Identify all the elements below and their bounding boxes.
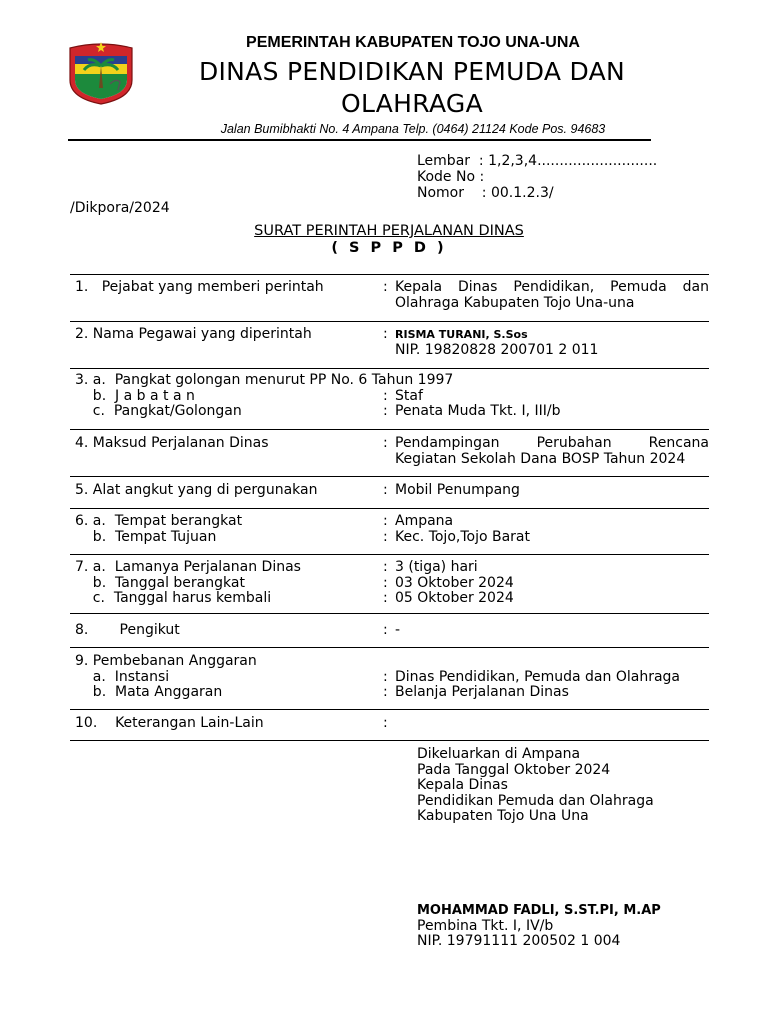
- row-label: c. Pangkat/Golongan: [75, 403, 242, 420]
- issued-at: Dikeluarkan di Ampana: [417, 746, 581, 762]
- row-label: 5. Alat angkut yang di pergunakan: [75, 482, 318, 498]
- signer-block: [417, 903, 661, 950]
- row-value: Penata Muda Tkt. I, III/b: [395, 403, 561, 420]
- row-label: 1. Pejabat yang memberi perintah: [75, 279, 324, 295]
- signer-name: MOHAMMAD FADLI, S.ST.PI, M.AP: [417, 903, 661, 918]
- row-label: 9. Pembebanan Anggaran: [75, 653, 257, 669]
- row-label: b. Tanggal berangkat: [75, 574, 245, 591]
- nomor-suffix: /Dikpora/2024: [70, 200, 170, 216]
- signer-position: Kabupaten Tojo Una Una: [417, 808, 589, 825]
- department-line-1: DINAS PENDIDIKAN PEMUDA DAN: [198, 57, 626, 86]
- table-line: [70, 476, 709, 477]
- row-value: 3 (tiga) hari: [395, 559, 478, 575]
- row-value: Mobil Penumpang: [395, 482, 520, 498]
- table-line: [70, 368, 709, 369]
- row-colon: :: [383, 279, 388, 295]
- row-value: Pendampingan Perubahan Rencana Kegiatan Sekolah Dana BOSP Tahun 2024: [395, 435, 709, 467]
- row-colon: :: [383, 482, 388, 498]
- row-colon: :: [383, 668, 388, 685]
- title-abbr: ( S P P D ): [331, 240, 447, 256]
- document-title: [0, 223, 768, 256]
- issue-date: Pada Tanggal Oktober 2024: [417, 761, 611, 778]
- row-value: 05 Oktober 2024: [395, 590, 514, 607]
- row-value: Dinas Pendidikan, Pemuda dan Olahraga: [395, 668, 680, 685]
- row-colon: :: [383, 387, 388, 404]
- nomor-line: Nomor : 00.1.2.3/: [417, 185, 554, 201]
- employee-nip: NIP. 19820828 200701 2 011: [395, 341, 599, 358]
- row-colon: :: [383, 574, 388, 591]
- row-label: 7. a. Lamanya Perjalanan Dinas: [75, 559, 301, 575]
- row-label: 6. a. Tempat berangkat: [75, 513, 243, 529]
- signer-rank: Pembina Tkt. I, IV/b: [417, 917, 554, 934]
- lembar-line: Lembar : 1,2,3,4...........................: [417, 153, 658, 169]
- table-line: [70, 647, 709, 648]
- row-value: [395, 327, 709, 358]
- row-label: 10. Keterangan Lain-Lain: [75, 715, 264, 731]
- kode-line: Kode No :: [417, 169, 485, 185]
- table-line: [70, 508, 709, 509]
- row-label: 8. Pengikut: [75, 622, 180, 638]
- row-value: Staf: [395, 387, 423, 404]
- signer-nip: NIP. 19791111 200502 1 004: [417, 933, 621, 950]
- table-line: [70, 321, 709, 322]
- department-heading: [170, 56, 654, 120]
- row-label: c. Tanggal harus kembali: [75, 590, 272, 607]
- title-main: SURAT PERINTAH PERJALANAN DINAS: [254, 223, 524, 239]
- row-colon: :: [383, 684, 388, 701]
- government-heading: PEMERINTAH KABUPATEN TOJO UNA-UNA: [246, 34, 580, 51]
- row-colon: :: [383, 435, 388, 451]
- employee-name: RISMA TURANI, S.Sos: [395, 328, 528, 341]
- row-label: 3. a. Pangkat golongan menurut PP No. 6 Tahun 1997: [75, 372, 454, 388]
- issuance-block: [417, 747, 654, 825]
- row-colon: :: [383, 715, 388, 731]
- table-line: [70, 554, 709, 555]
- row-colon: :: [383, 513, 388, 529]
- row-colon: :: [383, 403, 388, 420]
- row-label: b. Mata Anggaran: [75, 684, 223, 701]
- row-label: b. Tempat Tujuan: [75, 528, 217, 545]
- row-value: 03 Oktober 2024: [395, 574, 514, 591]
- department-line-2: OLAHRAGA: [341, 89, 483, 118]
- row-value: -: [395, 622, 401, 638]
- reference-block: [417, 153, 657, 201]
- table-line: [70, 613, 709, 614]
- row-colon: :: [383, 559, 388, 575]
- table-line: [70, 429, 709, 430]
- row-label: 4. Maksud Perjalanan Dinas: [75, 435, 269, 451]
- row-value: Belanja Perjalanan Dinas: [395, 684, 569, 701]
- table-line: [70, 740, 709, 741]
- table-line: [70, 709, 709, 710]
- row-value: Kec. Tojo,Tojo Barat: [395, 528, 530, 545]
- row-value: Kepala Dinas Pendidikan, Pemuda dan Olahraga Kabupaten Tojo Una-una: [395, 279, 709, 311]
- table-line: [70, 274, 709, 275]
- signer-position: Pendidikan Pemuda dan Olahraga: [417, 792, 654, 809]
- header-divider: [68, 139, 651, 141]
- row-value: Ampana: [395, 513, 454, 529]
- row-label: b. J a b a t a n: [75, 387, 195, 404]
- row-colon: :: [383, 326, 388, 342]
- row-colon: :: [383, 590, 388, 607]
- row-label: 2. Nama Pegawai yang diperintah: [75, 326, 312, 342]
- row-label: a. Instansi: [75, 668, 170, 685]
- row-colon: :: [383, 622, 388, 638]
- row-colon: :: [383, 528, 388, 545]
- signer-position: Kepala Dinas: [417, 777, 508, 794]
- address-line: Jalan Bumibhakti No. 4 Ampana Telp. (0464) 21124 Kode Pos. 94683: [220, 122, 606, 136]
